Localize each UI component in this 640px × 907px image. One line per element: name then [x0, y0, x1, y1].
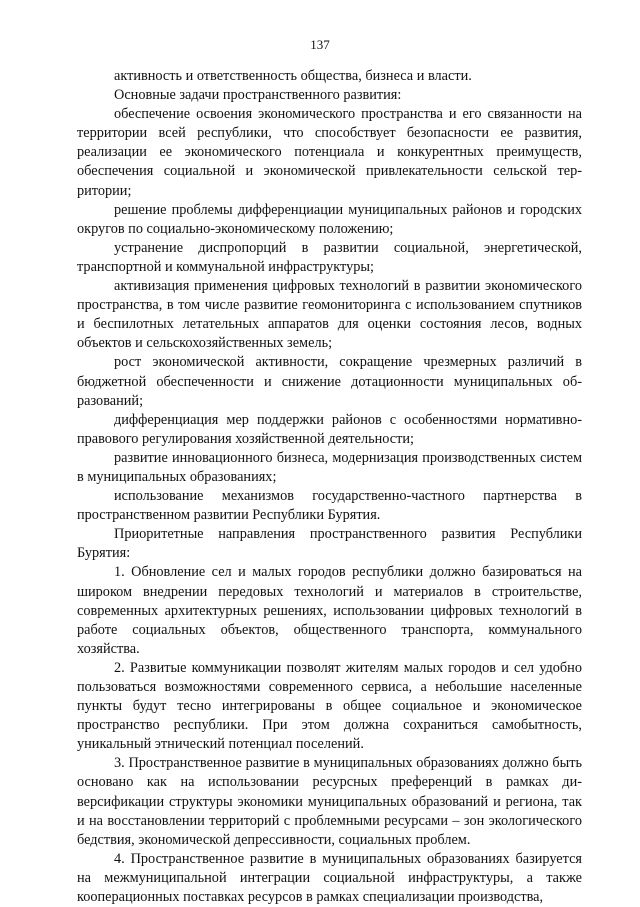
paragraph-task-2: решение проблемы дифференциации муниципальных районов и городских округов по социально-экономическому положению;: [77, 201, 582, 237]
paragraph-task-7: развитие инновационного бизнеса, модернизация производственных систем в муниципальных образованиях;: [77, 449, 582, 485]
paragraph-priority-4: 4. Пространственное развитие в муниципальных образованиях базируется на межмуниципальной интеграции социальной инфраструктуры, а также кооперационных поставках ресурсов в рамках специализации производства,: [77, 850, 582, 906]
paragraph-tasks-heading: Основные задачи пространственного развития:: [114, 87, 402, 104]
page-number: 137: [310, 37, 330, 52]
paragraph-task-8: использование механизмов государственно-частного партнерства в пространственном развитии Республики Бурятия.: [77, 488, 582, 524]
paragraph-task-5: рост экономической активности, сокращение чрезмерных различий в бюджетной обеспеченности и снижение дотационности муниципальных образований;: [77, 354, 582, 409]
body-text: [77, 67, 582, 907]
paragraph-priority-1: 1. Обновление сел и малых городов республики должно базироваться на широком внедрении передовых технологий и материалов в строительстве, современных архитектурных решениях, использовании цифровых технологий в работе социальных объектов, общественного транспорта, коммунального хозяйства.: [77, 564, 582, 657]
paragraph-priority-3: 3. Пространственное развитие в муниципальных образованиях должно быть основано как на использовании ресурсных преференций в рамках диверсификации структуры экономики муниципальных образований и региона, так и на восстановлении территорий с проблемными ресурсами – зон экологического бедствия, экономической депрессивности, социальных проблем.: [77, 755, 582, 848]
paragraph-priority-2: 2. Развитые коммуникации позволят жителям малых городов и сел удобно пользоваться возможностями современного сервиса, а небольшие населенные пункты будут тесно интегрированы в общее социальное и экономическое пространство республики. При этом должна сохраниться самобытность, уникальный этнический потенциал поселений.: [77, 659, 582, 753]
paragraph-task-1: обеспечение освоения экономического пространства и его связанности на территории всей республики, что способствует безопасности ее развития, реализации ее экономического потенциала и конкурентных преимуществ, обеспечения социальной и экономической привлекательности сельской территории;: [77, 106, 582, 199]
paragraph-task-4: активизация применения цифровых технологий в развитии экономического пространства, в том числе развитие геомониторинга с использованием спутников и беспилотных летательных аппаратов для оценки состояния лесов, водных объектов и сельскохозяйственных земель;: [77, 278, 582, 352]
paragraph-continuation: активность и ответственность общества, бизнеса и власти.: [114, 68, 472, 84]
paragraph-task-6: дифференциация мер поддержки районов с особенностями нормативно-правового регулирования хозяйственной деятельности;: [77, 411, 582, 447]
paragraph-task-3: устранение диспропорций в развитии социальной, энергетической, транспортной и коммунальной инфраструктуры;: [77, 239, 582, 275]
paragraph-priorities-heading: Приоритетные направления пространственного развития Республики Бурятия:: [77, 526, 582, 562]
